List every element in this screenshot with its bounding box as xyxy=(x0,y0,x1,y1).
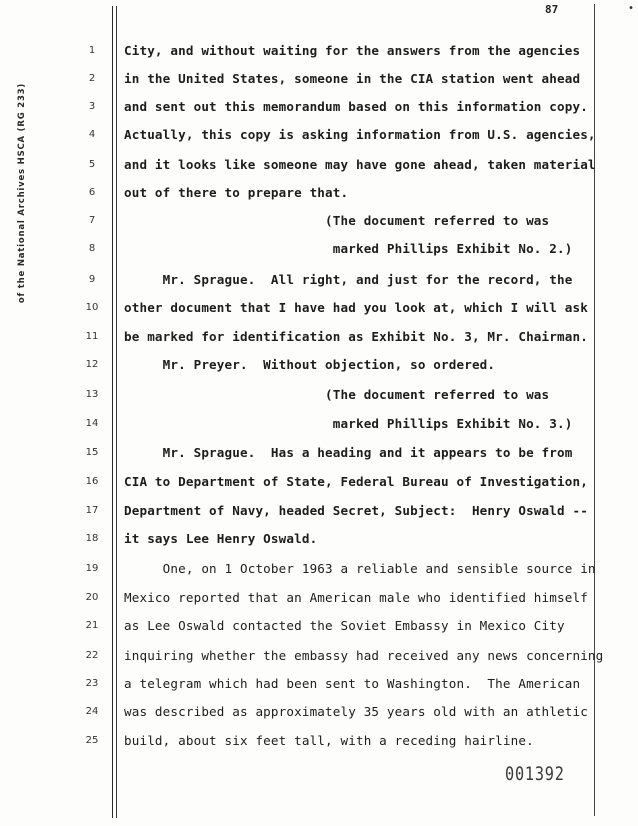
transcript-line: Department of Navy, headed Secret, Subject: Henry Oswald -- xyxy=(124,503,588,518)
transcript-line: Mr. Sprague. All right, and just for the record, the xyxy=(124,272,573,287)
line-number: 4 xyxy=(88,129,96,140)
line-number: 16 xyxy=(85,476,99,487)
line-number: 19 xyxy=(85,563,99,574)
transcript-line: be marked for identification as Exhibit No. 3, Mr. Chairman. xyxy=(124,329,588,344)
transcript-line: it says Lee Henry Oswald. xyxy=(124,531,318,546)
transcript-line: inquiring whether the embassy had received any news concerning xyxy=(124,648,604,663)
line-number: 18 xyxy=(85,533,99,544)
transcript-line: Actually, this copy is asking information from U.S. agencies, xyxy=(124,127,596,142)
line-number: 10 xyxy=(85,302,99,313)
left-margin-rule xyxy=(112,6,113,818)
line-number: 5 xyxy=(88,159,96,170)
transcript-line: marked Phillips Exhibit No. 2.) xyxy=(124,241,573,256)
transcript-line: in the United States, someone in the CIA station went ahead xyxy=(124,71,581,86)
transcript-line: other document that I have had you look at, which I will ask xyxy=(124,300,588,315)
transcript-line: and sent out this memorandum based on this information copy. xyxy=(124,99,588,114)
line-number: 9 xyxy=(88,274,96,285)
line-number: 7 xyxy=(88,215,96,226)
line-number: 21 xyxy=(85,620,99,631)
line-number: 2 xyxy=(88,73,96,84)
transcript-line: City, and without waiting for the answers from the agencies xyxy=(124,43,581,58)
transcript-line: as Lee Oswald contacted the Soviet Embassy in Mexico City xyxy=(124,618,565,633)
line-number: 15 xyxy=(85,447,99,458)
left-margin-rule-inner xyxy=(116,6,117,818)
line-number: 23 xyxy=(85,678,99,689)
transcript-line: Mr. Sprague. Has a heading and it appears to be from xyxy=(124,445,573,460)
transcript-line: and it looks like someone may have gone ahead, taken material xyxy=(124,157,596,172)
transcript-line: (The document referred to was xyxy=(124,213,550,228)
transcript-line: was described as approximately 35 years old with an athletic xyxy=(124,704,588,719)
transcript-line: One, on 1 October 1963 a reliable and sensible source in xyxy=(124,561,596,576)
line-number: 13 xyxy=(85,389,99,400)
archive-stamp: of the National Archives HSCA (RG 233) xyxy=(17,82,27,304)
transcript-line: Mexico reported that an American male who identified himself xyxy=(124,590,588,605)
line-number: 3 xyxy=(88,101,96,112)
bates-number: 001392 xyxy=(505,763,565,785)
line-number: 20 xyxy=(85,592,99,603)
line-number: 6 xyxy=(88,187,96,198)
transcript-line: CIA to Department of State, Federal Bureau of Investigation, xyxy=(124,474,588,489)
line-number: 17 xyxy=(85,505,99,516)
transcript-line: build, about six feet tall, with a receding hairline. xyxy=(124,733,534,748)
transcript-line: out of there to prepare that. xyxy=(124,185,349,200)
transcript-line: a telegram which had been sent to Washington. The American xyxy=(124,676,581,691)
line-number: 12 xyxy=(85,359,99,370)
transcript-line: Mr. Preyer. Without objection, so ordered. xyxy=(124,357,496,372)
line-number: 24 xyxy=(85,706,99,717)
right-margin-rule xyxy=(594,4,595,816)
line-number: 25 xyxy=(85,735,99,746)
transcript-line: marked Phillips Exhibit No. 3.) xyxy=(124,416,573,431)
page-number: 87 xyxy=(545,3,559,16)
corner-mark-icon: • xyxy=(628,3,635,14)
line-number: 11 xyxy=(85,331,99,342)
line-number: 1 xyxy=(88,45,96,56)
line-number: 14 xyxy=(85,418,99,429)
transcript-line: (The document referred to was xyxy=(124,387,550,402)
line-number: 22 xyxy=(85,650,99,661)
line-number: 8 xyxy=(88,243,96,254)
